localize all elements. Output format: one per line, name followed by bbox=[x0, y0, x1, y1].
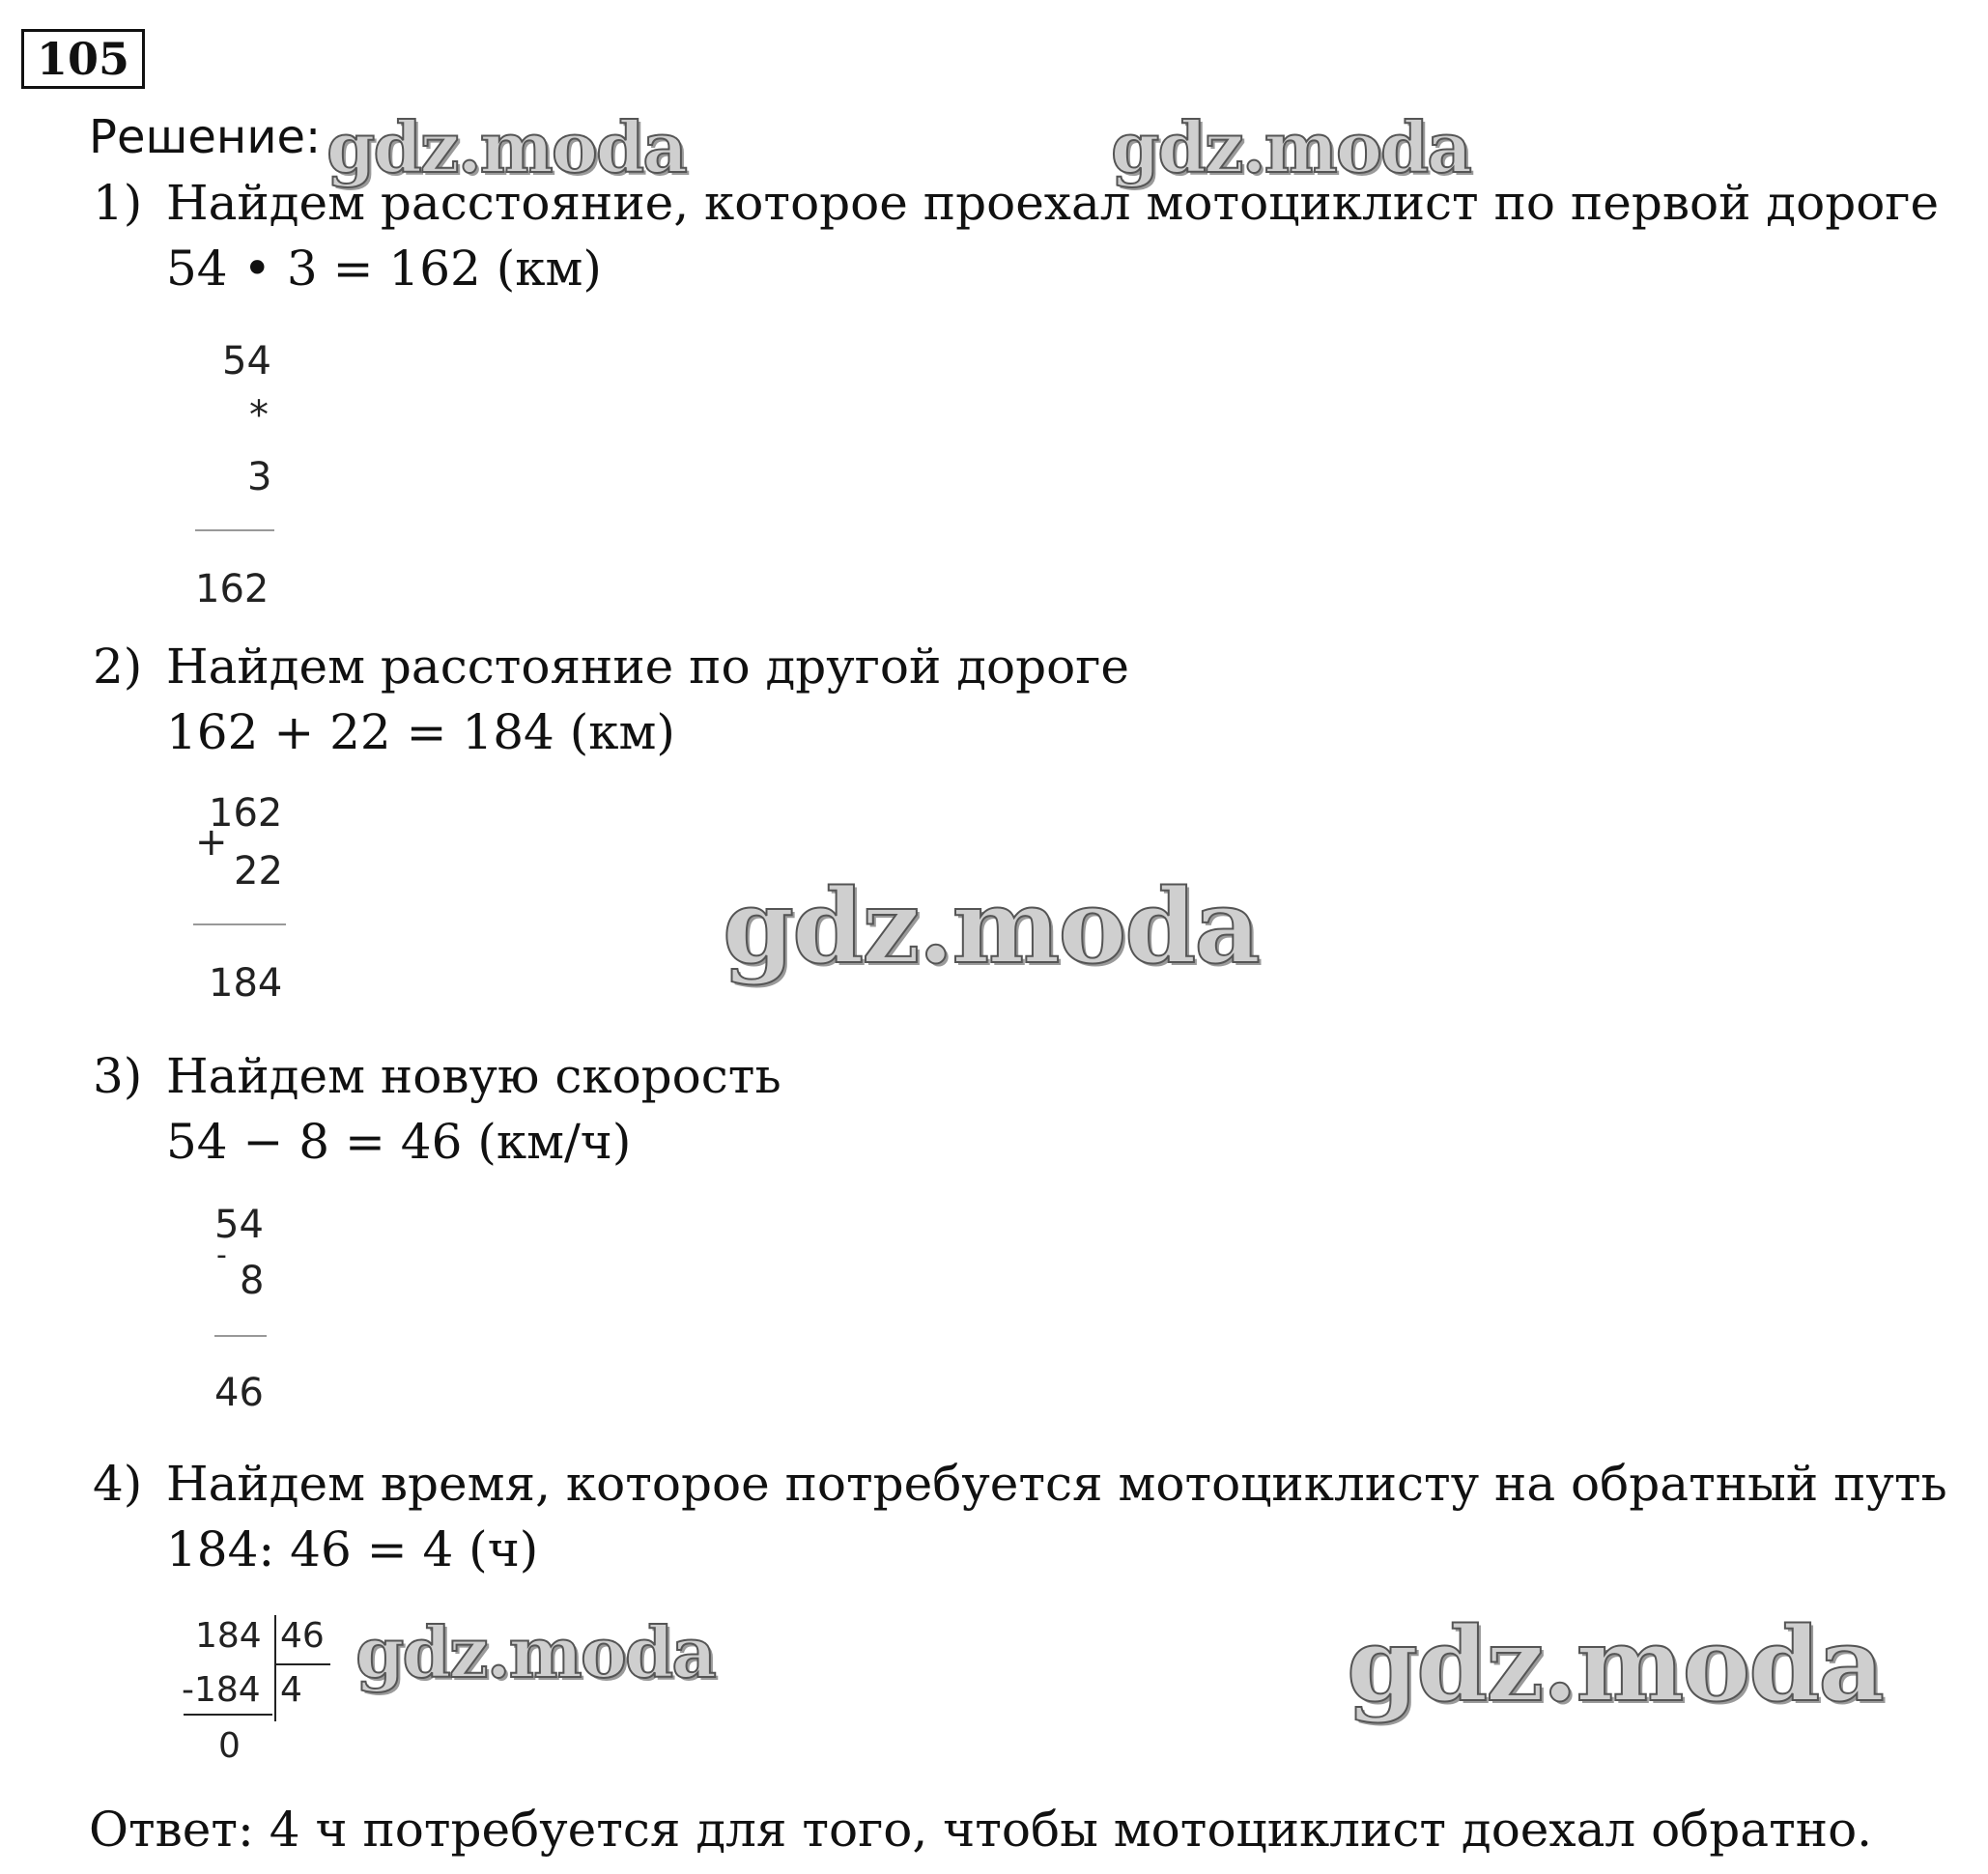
step-1-column-operator: * bbox=[249, 393, 269, 438]
watermark-logo: gdz.moda bbox=[723, 866, 1259, 986]
step-4-dividend: 184 bbox=[195, 1616, 262, 1656]
step-2-expression: 162 + 22 = 184 (км) bbox=[166, 704, 675, 760]
division-subtract-line bbox=[184, 1714, 272, 1716]
step-1-label: 1) bbox=[93, 175, 143, 231]
step-1-expression: 54 • 3 = 162 (км) bbox=[166, 241, 602, 297]
watermark-logo: gdz.moda bbox=[1347, 1604, 1883, 1724]
step-1-column-bottom: 3 bbox=[247, 455, 272, 499]
step-2-column-bottom: 22 bbox=[234, 849, 283, 894]
step-1-text: Найдем расстояние, которое проехал мотоциклист по первой дороге bbox=[166, 175, 1940, 231]
division-divisor-line bbox=[274, 1663, 330, 1665]
watermark-logo: gdz.moda bbox=[327, 106, 686, 188]
step-4-subtrahend: -184 bbox=[182, 1670, 261, 1710]
step-3-column-rule bbox=[214, 1335, 267, 1337]
step-3-expression: 54 − 8 = 46 (км/ч) bbox=[166, 1114, 632, 1170]
step-2-column-operator: + bbox=[195, 820, 228, 865]
step-4-expression: 184: 46 = 4 (ч) bbox=[166, 1521, 539, 1577]
solution-heading: Решение: bbox=[89, 110, 322, 164]
step-4-quotient: 4 bbox=[280, 1670, 302, 1710]
step-2-column-top: 162 bbox=[209, 791, 283, 836]
step-3-label: 3) bbox=[93, 1048, 143, 1104]
step-3-column-top: 54 bbox=[214, 1203, 264, 1247]
step-3-column-bottom: 8 bbox=[240, 1259, 265, 1303]
step-3-column-result: 46 bbox=[214, 1371, 264, 1415]
step-3-text: Найдем новую скорость bbox=[166, 1048, 781, 1104]
answer-text: Ответ: 4 ч потребуется для того, чтобы мотоциклист доехал обратно. bbox=[89, 1802, 1873, 1858]
division-vertical-line bbox=[274, 1615, 276, 1721]
step-2-label: 2) bbox=[93, 639, 143, 695]
watermark-logo: gdz.moda bbox=[355, 1611, 715, 1693]
step-3-column-operator: - bbox=[216, 1238, 227, 1272]
step-4-remainder: 0 bbox=[218, 1726, 241, 1766]
step-2-column-rule bbox=[193, 923, 286, 925]
step-4-text: Найдем время, которое потребуется мотоциклисту на обратный путь bbox=[166, 1456, 1947, 1512]
step-4-label: 4) bbox=[93, 1456, 143, 1512]
step-2-column-result: 184 bbox=[209, 961, 283, 1006]
step-1-column-result: 162 bbox=[195, 567, 270, 611]
watermark-logo: gdz.moda bbox=[1111, 106, 1470, 188]
step-1-column-top: 54 bbox=[222, 339, 271, 383]
problem-number: 105 bbox=[21, 29, 145, 89]
step-1-column-rule bbox=[195, 529, 274, 531]
step-2-text: Найдем расстояние по другой дороге bbox=[166, 639, 1129, 695]
step-4-divisor: 46 bbox=[280, 1616, 325, 1656]
